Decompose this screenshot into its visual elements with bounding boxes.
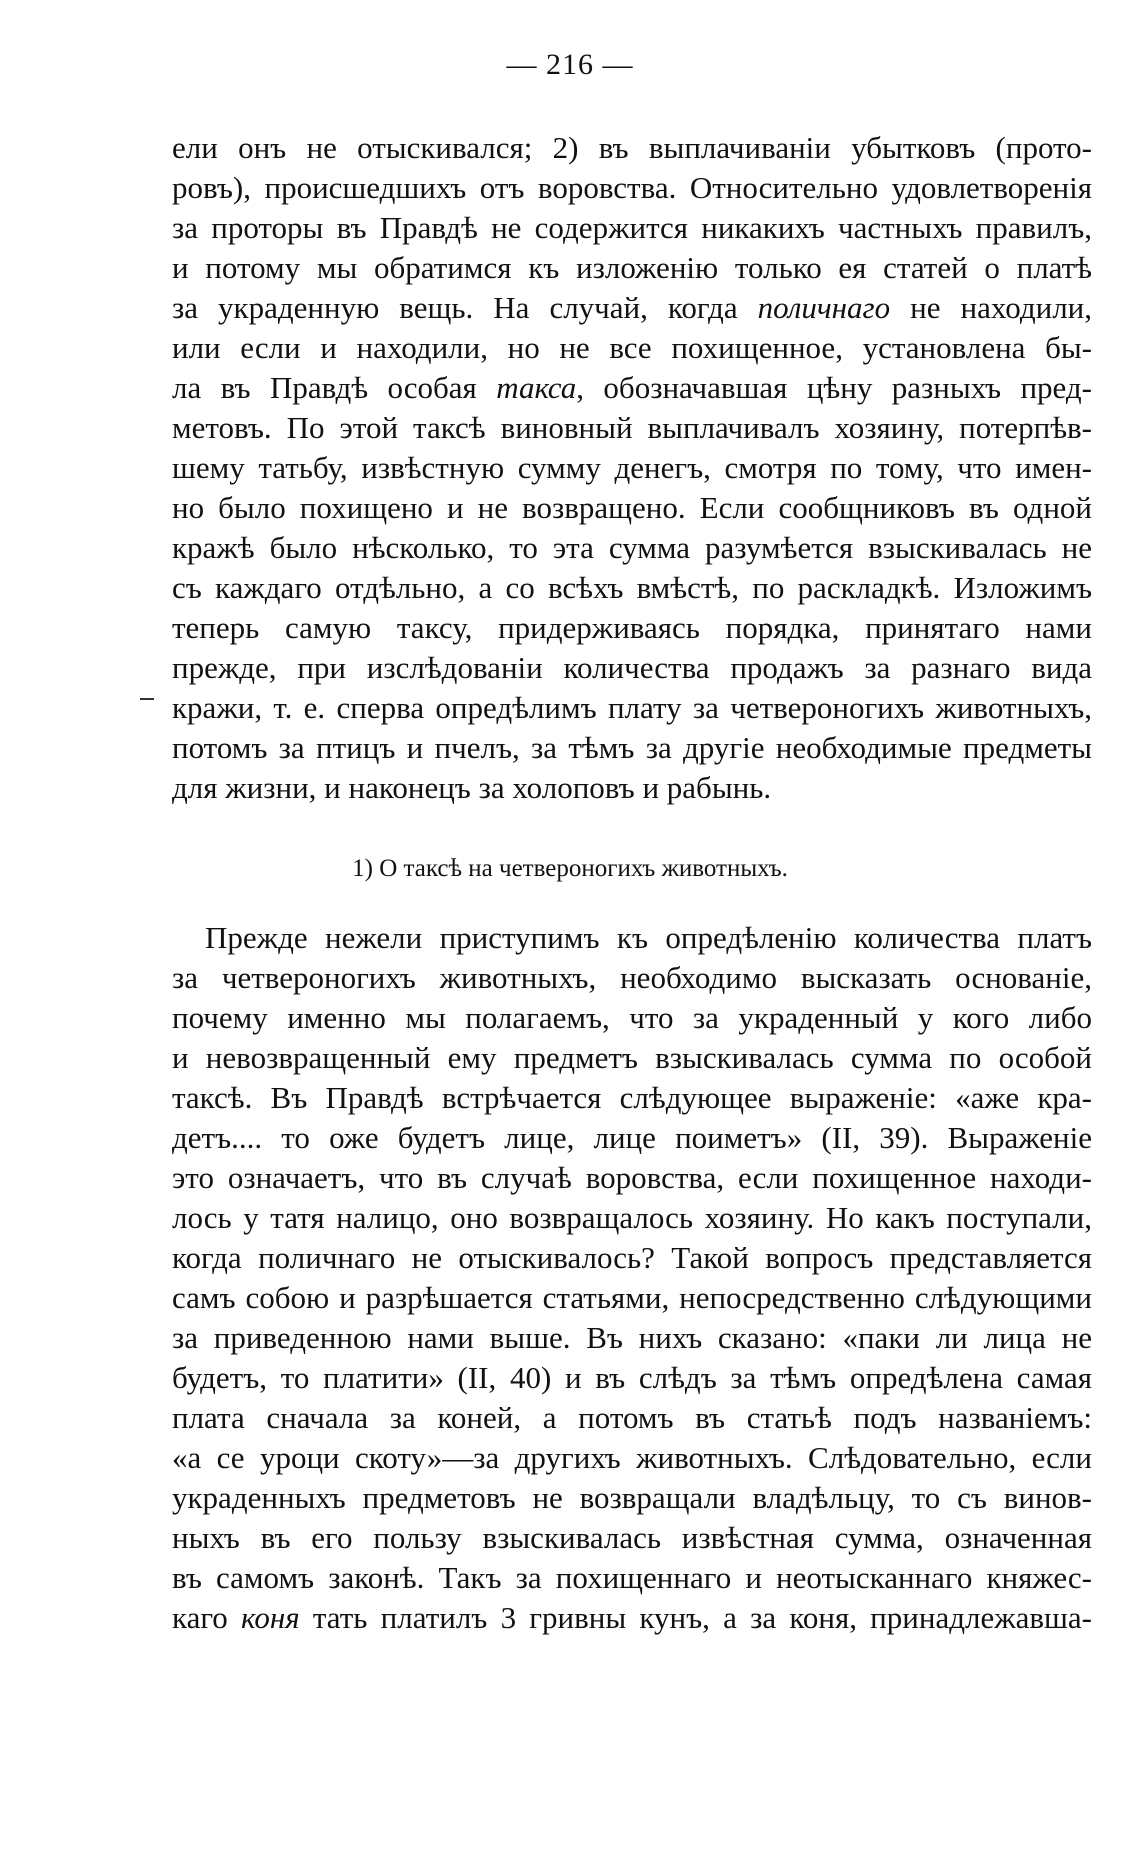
section-heading: 1) О таксѣ на четвероногихъ животныхъ.	[352, 855, 788, 882]
page-number: — 216 —	[506, 48, 634, 81]
text-line: ла въ Правдѣ особая такса, обозначавшая цѣну разныхъ пред-	[172, 370, 1092, 405]
italic-word: такса	[496, 370, 577, 405]
text-line: кражѣ было нѣсколько, то эта сумма разумѣется взыскивалась не	[172, 530, 1092, 565]
text-line: за приведенною нами выше. Въ нихъ сказано: «паки ли лица не	[172, 1320, 1092, 1355]
text-line: за проторы въ Правдѣ не содержится никакихъ частныхъ правилъ,	[172, 210, 1092, 245]
text-line: это означаетъ, что въ случаѣ воровства, если похищенное находи-	[172, 1160, 1092, 1195]
text-line: будетъ, то платити» (II, 40) и въ слѣдъ за тѣмъ опредѣлена самая	[172, 1360, 1092, 1395]
text-line: кражи, т. е. сперва опредѣлимъ плату за четвероногихъ животныхъ,	[172, 690, 1092, 725]
text-line: за четвероногихъ животныхъ, необходимо высказать основаніе,	[172, 960, 1092, 995]
text-line: Прежде нежели приступимъ къ опредѣленію количества платъ	[205, 920, 1092, 955]
text-line: ныхъ въ его пользу взыскивалась извѣстная сумма, означенная	[172, 1520, 1092, 1555]
text-line: детъ.... то оже будетъ лице, лице поиметъ» (II, 39). Выраженіе	[172, 1120, 1092, 1155]
text-line: или если и находили, но не все похищенное, установлена бы-	[172, 330, 1092, 365]
text-line: почему именно мы полагаемъ, что за украденный у кого либо	[172, 1000, 1092, 1035]
text-line: для жизни, и наконецъ за холоповъ и рабынь.	[172, 770, 772, 805]
text-line: теперь самую таксу, придерживаясь порядка, принятаго нами	[172, 610, 1092, 645]
text-line: лось у татя налицо, оно возвращалось хозяину. Но какъ поступали,	[172, 1200, 1092, 1235]
italic-word: коня	[241, 1600, 300, 1635]
text-line: и потому мы обратимся къ изложенію только ея статей о платѣ	[172, 250, 1092, 285]
text-line: съ каждаго отдѣльно, а со всѣхъ вмѣстѣ, по раскладкѣ. Изложимъ	[172, 570, 1092, 605]
margin-mark	[140, 698, 154, 700]
text-line: шему татьбу, извѣстную сумму денегъ, смотря по тому, что имен-	[172, 450, 1092, 485]
text-line: потомъ за птицъ и пчелъ, за тѣмъ за другіе необходимые предметы	[172, 730, 1092, 765]
text-line: метовъ. По этой таксѣ виновный выплачивалъ хозяину, потерпѣв-	[172, 410, 1092, 445]
text-line: украденныхъ предметовъ не возвращали владѣльцу, то съ винов-	[172, 1480, 1092, 1515]
text-line: каго коня тать платилъ 3 гривны кунъ, а за коня, принадлежавша-	[172, 1600, 1092, 1635]
text-line: прежде, при изслѣдованіи количества продажъ за разнаго вида	[172, 650, 1092, 685]
text-line: плата сначала за коней, а потомъ въ статьѣ подъ названіемъ:	[172, 1400, 1092, 1435]
text-line: въ самомъ законѣ. Такъ за похищеннаго и неотысканнаго княжес-	[172, 1560, 1092, 1595]
text-line: самъ собою и разрѣшается статьями, непосредственно слѣдующими	[172, 1280, 1092, 1315]
italic-word: поличнаго	[757, 290, 891, 325]
text-line: ели онъ не отыскивался; 2) въ выплачиваніи убытковъ (прото-	[172, 130, 1092, 165]
text-line: но было похищено и не возвращено. Если сообщниковъ въ одной	[172, 490, 1092, 525]
text-line: ровъ), происшедшихъ отъ воровства. Относительно удовлетворенія	[172, 170, 1092, 205]
text-line: когда поличнаго не отыскивалось? Такой вопросъ представляется	[172, 1240, 1092, 1275]
text-line: «а се уроци скоту»—за другихъ животныхъ. Слѣдовательно, если	[172, 1440, 1092, 1475]
text-line: за украденную вещь. На случай, когда поличнаго не находили,	[172, 290, 1092, 325]
text-line: и невозвращенный ему предметъ взыскивалась сумма по особой	[172, 1040, 1092, 1075]
text-line: таксѣ. Въ Правдѣ встрѣчается слѣдующее выраженіе: «аже кра-	[172, 1080, 1092, 1115]
